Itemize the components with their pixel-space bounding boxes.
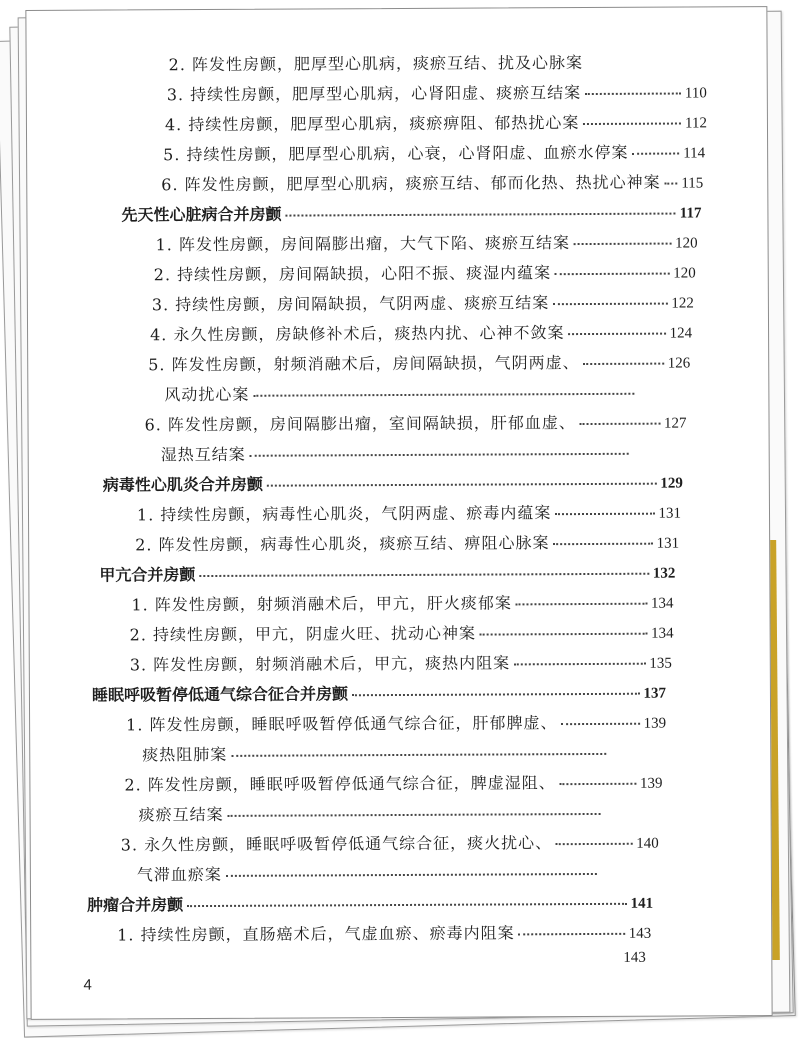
entry-page: 131	[658, 505, 682, 522]
entry-page: 134	[650, 595, 674, 612]
toc-section	[31, 889, 771, 923]
leader-dots	[231, 753, 606, 757]
toc-entry	[28, 349, 768, 383]
section-title: 睡眠呼吸暂停低通气综合征合并房颤	[91, 684, 349, 705]
leader-dots	[556, 843, 632, 845]
leader-dots	[561, 723, 639, 725]
page-number: 4	[83, 976, 92, 994]
toc-section	[30, 679, 770, 713]
leader-dots	[250, 453, 629, 457]
leader-dots	[267, 483, 656, 487]
toc-entry	[27, 79, 767, 113]
toc-entry	[31, 919, 771, 953]
entry-page: 112	[684, 115, 708, 132]
leader-dots	[555, 513, 654, 516]
leader-dots	[560, 783, 636, 785]
toc-entry	[30, 649, 770, 683]
leader-dots	[568, 333, 665, 336]
entry-text: 2. 阵发性房颤，睡眠呼吸暂停低通气综合征，脾虚湿阻、	[124, 773, 556, 795]
section-title: 甲亢合并房颤	[99, 565, 196, 585]
toc-entry	[27, 169, 767, 203]
toc-entry	[29, 589, 769, 623]
toc-page	[25, 6, 772, 1020]
entry-text: 痰瘀互结案	[138, 804, 224, 825]
entry-page: 115	[681, 175, 704, 192]
entry-page: 120	[675, 235, 698, 252]
entry-page: 114	[683, 145, 706, 162]
entry-text: 3. 持续性房颤，肥厚型心肌病，心肾阳虚、痰瘀互结案	[166, 83, 582, 105]
entry-text: 4. 永久性房颤，房缺修补术后，痰热内扰、心神不敛案	[150, 323, 565, 345]
entry-text: 2. 阵发性房颤，肥厚型心肌病，痰瘀互结、扰及心脉案	[168, 53, 584, 75]
toc-entry	[30, 709, 770, 743]
entry-page: 139	[643, 715, 667, 732]
entry-page: 110	[684, 85, 707, 102]
toc-entry-continuation	[29, 439, 769, 473]
entry-text: 湿热互结案	[160, 444, 246, 465]
leader-dots	[285, 213, 675, 217]
toc-entry-continuation	[30, 739, 770, 773]
entry-text: 3. 永久性房颤，睡眠呼吸暂停低通气综合征，痰火扰心、	[120, 833, 553, 855]
section-title: 先天性心脏病合并房颤	[121, 204, 282, 225]
entry-page: 131	[656, 535, 680, 552]
toc-entry	[27, 109, 767, 143]
toc-section	[27, 199, 767, 233]
toc-entry	[27, 49, 767, 83]
leader-dots	[553, 303, 667, 306]
toc-entry	[28, 289, 768, 323]
leader-dots	[226, 873, 597, 877]
leader-dots	[632, 153, 679, 155]
entry-page: 120	[673, 265, 696, 282]
toc-entry	[28, 319, 768, 353]
leader-dots	[352, 693, 639, 697]
entry-page: 122	[671, 295, 694, 312]
entry-text: 1. 阵发性房颤，射频消融术后，甲亢，肝火痰郁案	[131, 593, 512, 615]
leader-dots	[665, 183, 678, 185]
leader-dots	[580, 423, 660, 425]
table-of-contents	[27, 49, 772, 983]
entry-text: 1. 阵发性房颤，睡眠呼吸暂停低通气综合征，肝郁脾虚、	[126, 713, 558, 735]
leader-dots	[199, 573, 648, 577]
entry-text: 6. 阵发性房颤，肥厚型心肌病，痰瘀互结、郁而化热、热扰心神案	[161, 172, 661, 195]
leader-dots	[516, 603, 647, 606]
toc-entry	[30, 769, 770, 803]
entry-text: 5. 阵发性房颤，射频消融术后，房间隔缺损，气阴两虚、	[148, 353, 580, 375]
entry-text: 气滞血瘀案	[136, 864, 222, 885]
leader-dots	[555, 273, 669, 276]
entry-page: 127	[663, 415, 687, 432]
leader-dots	[519, 933, 625, 936]
entry-text: 2. 阵发性房颤，病毒性心肌炎，痰瘀互结、痹阻心脉案	[135, 533, 550, 555]
entry-page: 135	[649, 655, 672, 672]
entry-page: 143	[623, 949, 646, 966]
leader-dots	[228, 813, 601, 817]
entry-page: 139	[639, 775, 663, 792]
entry-text: 1. 持续性房颤，直肠癌术后，气虚血瘀、瘀毒内阻案	[117, 923, 515, 945]
toc-entry	[31, 949, 771, 983]
toc-section	[29, 469, 769, 503]
leader-dots	[554, 543, 653, 546]
entry-text: 痰热阻肺案	[142, 744, 228, 765]
toc-entry	[28, 229, 768, 263]
entry-page: 137	[643, 685, 666, 702]
entry-page: 134	[651, 625, 674, 642]
entry-text: 1. 持续性房颤，病毒性心肌炎，气阴两虚、瘀毒内蕴案	[136, 503, 552, 525]
entry-page: 143	[628, 925, 652, 942]
entry-page: 141	[630, 895, 654, 912]
toc-entry	[29, 499, 769, 533]
entry-page: 126	[667, 355, 691, 372]
entry-page: 140	[636, 835, 659, 852]
entry-text: 3. 持续性房颤，房间隔缺损，气阴两虚、痰瘀互结案	[151, 293, 550, 315]
leader-dots	[574, 243, 671, 246]
entry-text: 2. 持续性房颤，房间隔缺损，心阳不振、痰湿内蕴案	[153, 263, 552, 285]
leader-dots	[583, 123, 681, 126]
toc-entry	[31, 829, 771, 863]
toc-entry-continuation	[31, 799, 771, 833]
toc-entry	[27, 139, 767, 173]
toc-entry-continuation	[28, 379, 768, 413]
toc-entry	[28, 259, 768, 293]
entry-text: 5. 持续性房颤，肥厚型心肌病，心衰，心肾阳虚、血瘀水停案	[163, 142, 629, 165]
entry-page: 124	[669, 325, 693, 342]
entry-text: 风动扰心案	[164, 384, 250, 405]
entry-text: 1. 阵发性房颤，房间隔膨出瘤，大气下陷、痰瘀互结案	[155, 233, 570, 255]
leader-dots	[187, 903, 626, 907]
section-title: 肿瘤合并房颤	[86, 895, 184, 915]
entry-text: 4. 持续性房颤，肥厚型心肌病，痰瘀痹阻、郁热扰心案	[164, 113, 580, 135]
leader-dots	[253, 393, 634, 397]
toc-entry	[28, 409, 768, 443]
entry-page: 117	[679, 205, 702, 222]
toc-entry	[29, 529, 769, 563]
section-title: 病毒性心肌炎合并房颤	[102, 474, 263, 495]
entry-page: 132	[652, 565, 676, 582]
leader-dots	[585, 93, 681, 96]
leader-dots	[584, 363, 664, 365]
entry-page: 129	[660, 475, 683, 492]
entry-text: 3. 阵发性房颤，射频消融术后，甲亢，痰热内阻案	[129, 653, 511, 675]
entry-text: 2. 持续性房颤，甲亢，阴虚火旺、扰动心神案	[129, 623, 477, 645]
toc-section	[29, 559, 769, 593]
toc-entry-continuation	[31, 859, 771, 893]
entry-text: 6. 阵发性房颤，房间隔膨出瘤，室间隔缺损，肝郁血虚、	[144, 413, 576, 435]
leader-dots	[480, 633, 647, 636]
leader-dots	[514, 663, 645, 666]
toc-entry	[30, 619, 770, 653]
